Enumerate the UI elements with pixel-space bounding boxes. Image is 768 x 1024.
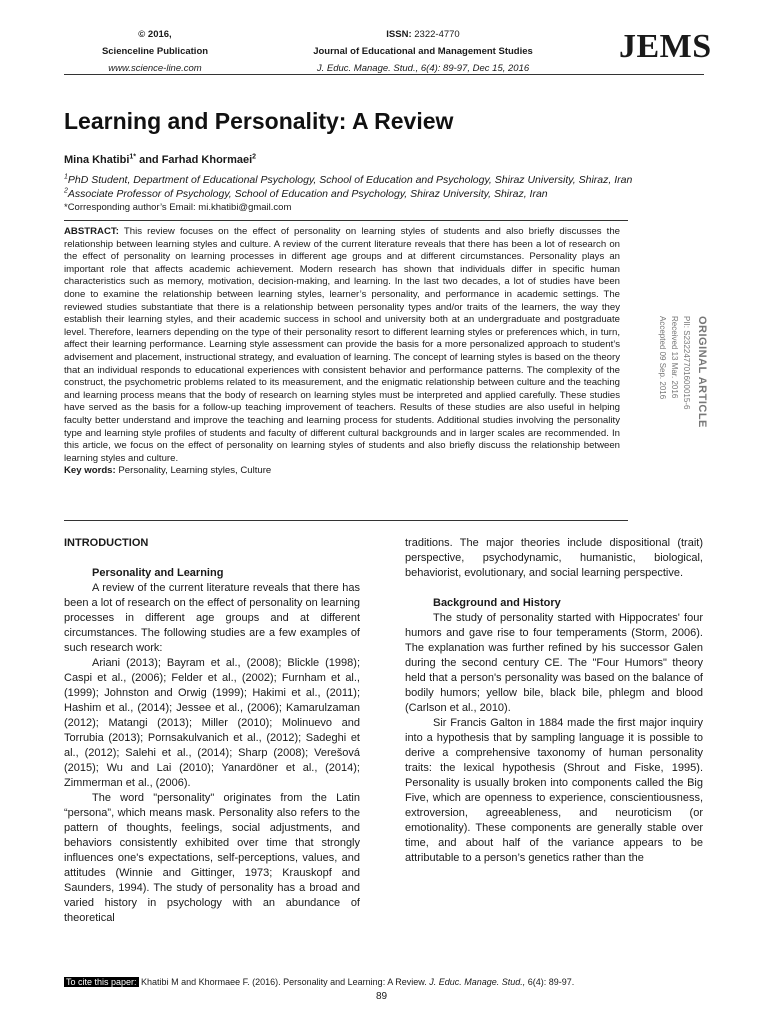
keywords: Personality, Learning styles, Culture <box>118 465 272 477</box>
affiliation-2-sup: 2 <box>64 187 68 195</box>
received-date: Received 13 Mar. 2016 <box>670 316 679 399</box>
journal-name: Journal of Educational and Management Studies <box>313 46 533 57</box>
paragraph-6: Sir Francis Galton in 1884 made the first major inquiry into a hypothesis that by sampling language it is possible to derive a comprehensive taxonomy of human personality traits: the lexical hypothesis (Shrout and Fiske, 1995). Personality is usually broken into components called the Big Five, which are openness to experience, conscientiousness, extroversion, agreeableness, and neuroticism (or emotionality). These components are generally stable over time, and about half of the variance appears to be attributable to a person’s genetics rather than the <box>405 717 703 864</box>
accepted-date: Accepted 09 Sep. 2016 <box>658 316 667 400</box>
author-conjunction: and <box>136 154 162 166</box>
intro-heading: INTRODUCTION <box>64 537 149 549</box>
journal-citation: J. Educ. Manage. Stud., 6(4): 89-97, Dec 15, 2016 <box>316 63 530 74</box>
abstract-text: This review focuses on the effect of personality on learning styles of students and also briefly discusses the relationship between learning styles and culture. A review of the current literature reveals that there has been a lot of research on the effect of personality on learning processes in different age groups and at different circumstances. Personality plays an important role that affects academic achievement. Modern research has shown that individuals differ in specific human characteristics such as memory, motivation, decision-making, and learning. In the last two decades, a lot of studies have been done to examine the relationship between learning styles, learner’s personality, and performance in academic settings. The reviewed studies substantiate that there is a relationship between personality types and/or traits of the learners, the way they establish their learning styles, and their academic success in school and university both at an undergraduate and postgraduate level. Therefore, learners depending on the type of their personality resort to different learning styles or preferences which, in turn, affect their learning performance. Learning style assessment can provide the basis for a more personalized approach to student’s advisement and placement, instructional strategy, and evaluation of learning. The concept of learning styles is based on the theory that an individual responds to educational experiences with consistent behavior and performance patterns. The complexity of the construct, the psychometric problems related to its measurement, and the enigmatic relationship between culture and the teaching and learning process means that the body of research on learning styles must be interpreted and applied carefully. These studies have served as the basis for a follow-up teaching improvement of teachers. Results of these studies are also useful in helping faculty better understand and improve the teaching and learning process for students. Additional studies involving the personality type and learning style profiles of students and faculty of different cultural backgrounds and in larger scales are recommended. In this article, we focus on the effect of personality on learning styles of students and also briefly discuss the relationship between learning styles and culture. <box>64 226 621 464</box>
abstract-top-rule <box>64 220 628 221</box>
publisher-block <box>60 26 250 77</box>
affiliation-2 <box>64 187 704 201</box>
paper-title: Learning and Personality: A Review <box>64 108 454 134</box>
paragraph-4: traditions. The major theories include dispositional (trait) perspective, psychodynamic, humanistic, biological, behaviorist, evolutionary, and social learning perspective. <box>405 537 703 579</box>
keywords-label: Key words: <box>64 465 116 477</box>
author-1-sup: 1* <box>129 153 137 161</box>
journal-logo: JEMS <box>619 28 712 65</box>
affiliation-2-text: Associate Professor of Psychology, School of Education and Psychology, Shiraz University, Shiraz, Iran <box>67 188 548 200</box>
author-2: Farhad Khormaei <box>161 154 253 166</box>
left-column <box>64 536 360 926</box>
affiliation-1-text: PhD Student, Department of Educational Psychology, School of Education and Psychology, Shiraz University, Shiraz, Iran <box>67 174 633 186</box>
right-column <box>405 536 703 866</box>
cite-label: To cite this paper: <box>66 977 137 987</box>
issn: 2322-4770 <box>414 29 460 40</box>
author-2-sup: 2 <box>252 153 257 161</box>
author-1: Mina Khatibi <box>64 154 130 166</box>
website-link[interactable]: www.science-line.com <box>108 63 202 74</box>
article-info-sidebar <box>656 316 716 436</box>
paragraph-2: Ariani (2013); Bayram et al., (2008); Blickle (1998); Caspi et al., (2006); Felder et al., (2002); Furnham et al., (1999); Johnston and Orwig (1999); Hakimi et al., (2011); Hashim et al., (2014); Jessee et al., (2006); Kamarulzaman (2012); Matangi (2013); Miller (2010); Molinuevo and Torrubia (2013); Pornsakulvanich et al., (2012); Sadeghi et al., (2012); Salehi et al., (2014); Sharp (2008); Verešová (2015); Wu and Lai (2010); Yanardöner et al., (2014); Zimmerman et al., (2006). <box>64 657 360 789</box>
subheading-personality-learning: Personality and Learning <box>92 567 224 579</box>
journal-block <box>268 26 578 77</box>
paragraph-3: The word "personality" originates from the Latin “persona”, which means mask. Personality also refers to the pattern of thoughts, feelings, social adjustments, and behaviors consistently exhibited over time that strongly influences one's expectations, self-perceptions, values, and attitudes (Winnie and Gittinger, 1973; Krauskopf and Saunders, 1994). The study of personality has a broad and varied history in psychology with an abundance of theoretical <box>64 792 360 924</box>
subheading-background-history: Background and History <box>433 597 561 609</box>
cite-text: Khatibi M and Khormaee F. (2016). Personality and Learning: A Review. <box>138 977 430 987</box>
citation-footer <box>64 977 574 987</box>
cite-journal: J. Educ. Manage. Stud., <box>429 977 526 987</box>
abstract <box>64 226 620 478</box>
copyright: © 2016, <box>138 29 172 40</box>
page-number: 89 <box>376 991 388 1002</box>
affiliation-1 <box>64 173 704 187</box>
abstract-label: ABSTRACT: <box>64 226 119 237</box>
publisher-name: Scienceline Publication <box>101 46 209 57</box>
author-line <box>64 154 256 166</box>
paragraph-5: The study of personality started with Hippocrates' four humors and gave rise to four temperaments (Storm, 2006). The explanation was further refined by his successor Galen during the second century CE. The "Four Humors" theory held that a person's personality was based on the balance of bodily humors; yellow bile, black bile, phlegm and blood (Carlson et al., 2010). <box>405 612 703 714</box>
header-divider <box>64 74 704 75</box>
issn-label: ISSN: <box>386 29 412 40</box>
affiliation-1-sup: 1 <box>64 173 68 181</box>
pii: PII: S232247701600015-6 <box>682 316 691 410</box>
corresponding-email: *Corresponding author’s Email: mi.khatibi@gmail.com <box>64 202 292 213</box>
abstract-bottom-rule <box>64 520 628 521</box>
cite-volume: 6(4): 89-97. <box>525 977 575 987</box>
paragraph-1: A review of the current literature reveals that there has been a lot of research on the effect of personality on learning processes in different age groups and at different circumstances. The following studies are a few examples of such research work: <box>64 582 360 654</box>
article-type: ORIGINAL ARTICLE <box>696 316 708 428</box>
